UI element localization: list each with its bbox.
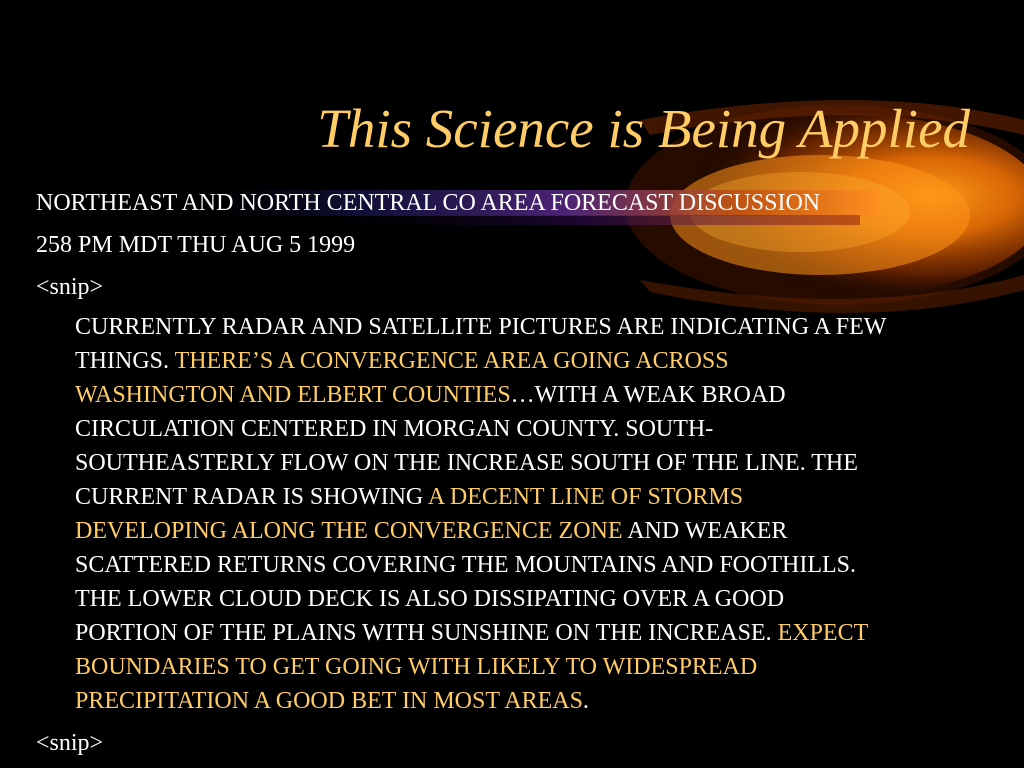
highlighted-text: WASHINGTON AND ELBERT COUNTIES bbox=[75, 382, 511, 408]
highlighted-text: BOUNDARIES TO GET GOING WITH LIKELY TO WIDESPREAD bbox=[75, 654, 758, 680]
paragraph-line bbox=[75, 684, 1024, 718]
paragraph-line bbox=[75, 412, 1024, 446]
paragraph-text: SOUTHEASTERLY FLOW ON THE INCREASE SOUTH OF THE LINE. THE bbox=[75, 450, 858, 476]
discussion-header-line: NORTHEAST AND NORTH CENTRAL CO AREA FORECAST DISCUSSION bbox=[36, 190, 821, 216]
paragraph-line bbox=[75, 378, 1024, 412]
paragraph-text: AND WEAKER bbox=[622, 518, 788, 544]
forecast-paragraph bbox=[75, 310, 1024, 718]
highlighted-text: PRECIPITATION A GOOD BET IN MOST AREAS bbox=[75, 688, 583, 714]
slide-title: This Science is Being Applied bbox=[317, 98, 970, 159]
paragraph-line bbox=[75, 344, 1024, 378]
paragraph-line bbox=[75, 310, 1024, 344]
paragraph-text: CURRENTLY RADAR AND SATELLITE PICTURES ARE INDICATING A FEW bbox=[75, 314, 887, 340]
timestamp-line: 258 PM MDT THU AUG 5 1999 bbox=[36, 232, 356, 258]
snip-marker-bottom: <snip> bbox=[36, 730, 104, 756]
paragraph-text: PORTION OF THE PLAINS WITH SUNSHINE ON THE INCREASE. bbox=[75, 620, 778, 646]
paragraph-text: CURRENT RADAR IS SHOWING bbox=[75, 484, 428, 510]
paragraph-line bbox=[75, 616, 1024, 650]
paragraph-line bbox=[75, 514, 1024, 548]
paragraph-line bbox=[75, 582, 1024, 616]
paragraph-line bbox=[75, 548, 1024, 582]
highlighted-text: DEVELOPING ALONG THE CONVERGENCE ZONE bbox=[75, 518, 623, 544]
paragraph-line bbox=[75, 446, 1024, 480]
paragraph-text: CIRCULATION CENTERED IN MORGAN COUNTY. SOUTH- bbox=[75, 416, 714, 442]
paragraph-text: …WITH A WEAK BROAD bbox=[510, 382, 786, 408]
highlighted-text: A DECENT LINE OF STORMS bbox=[427, 484, 744, 510]
paragraph-line bbox=[75, 480, 1024, 514]
paragraph-text: . bbox=[582, 688, 589, 714]
highlighted-text: EXPECT bbox=[777, 620, 869, 646]
highlighted-text: THERE’S A CONVERGENCE AREA GOING ACROSS bbox=[174, 348, 729, 374]
paragraph-text: SCATTERED RETURNS COVERING THE MOUNTAINS AND FOOTHILLS. bbox=[75, 552, 856, 578]
snip-marker-top: <snip> bbox=[36, 274, 104, 300]
paragraph-line bbox=[75, 650, 1024, 684]
paragraph-text: THE LOWER CLOUD DECK IS ALSO DISSIPATING OVER A GOOD bbox=[75, 586, 785, 612]
paragraph-text: THINGS. bbox=[75, 348, 175, 374]
